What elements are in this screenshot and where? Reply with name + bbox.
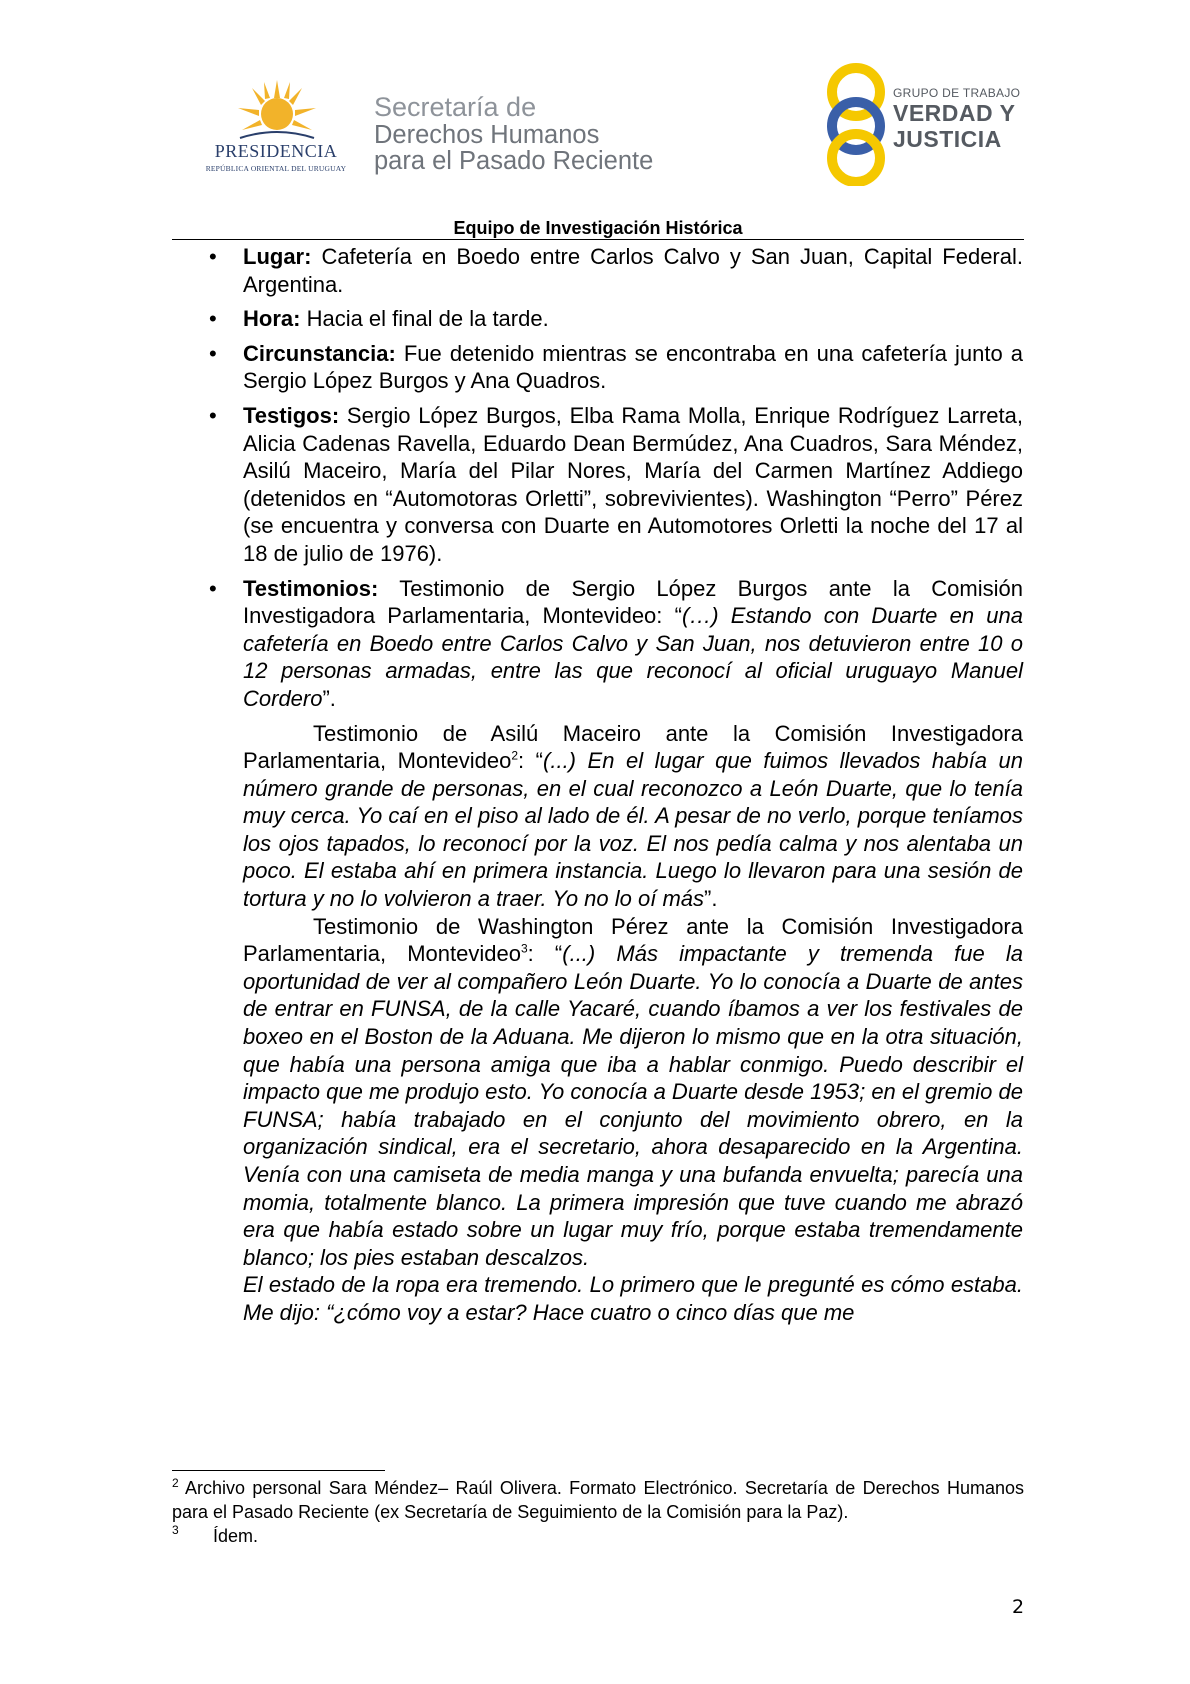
testimony-paragraph xyxy=(243,913,1023,1272)
secretaria-line2: Derechos Humanos xyxy=(374,121,600,149)
footnote-2 xyxy=(172,1476,1024,1524)
quote-text: (…) Estando con Duarte en una cafetería en Boedo entre Carlos Calvo y San Juan, nos detuvieron entre 10 o 12 personas armadas, entre las que reconocí al oficial uruguayo Manuel Cordero xyxy=(243,603,1023,711)
grupo-line1: GRUPO DE TRABAJO xyxy=(893,86,1021,100)
testimony-intro: Testimonio de Washington Pérez ante la Comisión Investigadora Parlamentaria, Montevideo xyxy=(243,913,1023,967)
item-label: Lugar: xyxy=(243,244,312,269)
bullet-icon: • xyxy=(209,340,217,366)
list-item-testimonios xyxy=(209,575,1023,713)
item-label: Testigos: xyxy=(243,402,340,428)
continuation-paragraph xyxy=(243,1271,1023,1326)
list-item-hora xyxy=(209,305,1023,333)
item-label: Circunstancia: xyxy=(243,340,396,366)
item-text: Testimonio de Sergio López Burgos ante la Comisión Investigadora Parlamentaria, Montevideo: “ xyxy=(243,575,1023,629)
quote-open: : “ xyxy=(527,941,563,967)
secretaria-line1: Secretaría de xyxy=(374,92,537,122)
list-item-circunstancia xyxy=(209,340,1023,395)
footnote-ref[interactable]: 3 xyxy=(520,941,528,956)
sun-emblem-icon xyxy=(232,78,322,144)
document-body xyxy=(209,243,1023,1327)
quote-end: ”. xyxy=(322,685,336,711)
footnote-number: 2 xyxy=(172,1476,179,1490)
testimony-intro: Testimonio de Asilú Maceiro ante la Comisión Investigadora Parlamentaria, Montevideo xyxy=(243,720,1023,774)
quote-text: El estado de la ropa era tremendo. Lo primero que le pregunté es cómo estaba. Me dijo: “¿cómo voy a estar? Hace cuatro o cinco días que me xyxy=(243,1272,1023,1325)
item-text: Hacia el final de la tarde. xyxy=(300,306,549,332)
quote-end: ”. xyxy=(704,886,718,912)
item-label: Testimonios: xyxy=(243,575,379,601)
grupo-line2: VERDAD Y xyxy=(893,100,1016,126)
bullet-icon: • xyxy=(209,306,217,332)
footnote-ref[interactable]: 2 xyxy=(511,748,519,763)
grupo-trabajo-text xyxy=(893,86,1020,152)
footnote-divider xyxy=(172,1470,385,1471)
bullet-icon: • xyxy=(209,402,217,428)
item-label: Hora: xyxy=(243,306,301,332)
footnote-text: Ídem. xyxy=(213,1526,259,1546)
item-text: Fue detenido mientras se encontraba en una cafetería junto a Sergio López Burgos y Ana Quadros. xyxy=(243,340,1023,394)
footnote-text: Archivo personal Sara Méndez– Raúl Olivera. Formato Electrónico. Secretaría de Derechos Humanos para el Pasado Reciente (ex Secretaría de Seguimiento de la Comisión para la Paz). xyxy=(172,1478,1024,1522)
list-item-testigos xyxy=(209,402,1023,568)
item-text: Cafetería en Boedo entre Carlos Calvo y San Juan, Capital Federal. Argentina. xyxy=(243,244,1023,297)
quote-text: (...) En el lugar que fuimos llevados había un número grande de personas, en el cual reconozco a León Duarte, que lo tenía muy cerca. Yo caí en el piso al lado de él. A pesar de no verlo, porque teníamos los ojos tapados, lo reconocí por la voz. El nos pedía calma y nos alentaba un poco. El estaba ahí en primera instancia. Luego lo llevaron para una sesión de tortura y no lo volvieron a traer. Yo no lo oí más xyxy=(243,748,1023,912)
quote-text: (...) Más impactante y tremenda fue la oportunidad de ver al compañero León Duarte. Yo lo conocía a Duarte de antes de entrar en FUNSA, de la calle Yacaré, cuando íbamos a ver los festivales de boxeo en el Boston de la Aduana. Me dijeron lo mismo que en la otra situación, que había una persona amiga que iba a hablar conmigo. Puedo describir el impacto que me produjo esto. Yo conocía a Duarte desde 1953; en el gremio de FUNSA; había trabajado en el conjunto del movimiento obrero, en la organización sindical, era el secretario, ahora desaparecido en la Argentina. Venía con una camiseta de media manga y una bufanda envuelta; parecía una momia, totalmente blanco. La primera impresión que tuve cuando me abrazó era que había estado sobre un lugar muy frío, porque estaba tremendamente blanco; los pies estaban descalzos. xyxy=(243,941,1023,1270)
footnote-3: 3 Ídem. xyxy=(172,1523,259,1546)
item-text: Sergio López Burgos, Elba Rama Molla, Enrique Rodríguez Larreta, Alicia Cadenas Ravella, Eduardo Dean Bermúdez, Ana Cuadros, Sara Méndez, Asilú Maceiro, María del Pilar Nores, María del Carmen Martínez Addiego (detenidos en “Automotoras Orletti”, sobrevivientes). Washington “Perro” Pérez (se encuentra y conversa con Duarte en Automotores Orletti la noche del 17 al 18 de julio de 1976). xyxy=(243,402,1023,566)
bullet-icon: • xyxy=(209,244,217,269)
quote-open: : “ xyxy=(518,748,544,774)
page-number: 2 xyxy=(1012,1596,1025,1618)
secretaria-logo-text xyxy=(374,92,653,174)
bullet-icon: • xyxy=(209,575,217,601)
presidencia-logo xyxy=(196,78,356,188)
grupo-line3: JUSTICIA xyxy=(893,126,1002,152)
team-heading: Equipo de Investigación Histórica xyxy=(453,218,743,238)
presidencia-name: PRESIDENCIA xyxy=(214,141,338,161)
presidencia-subtitle: REPÚBLICA ORIENTAL DEL URUGUAY xyxy=(205,164,347,173)
testimony-paragraph xyxy=(243,720,1023,913)
footnotes xyxy=(172,1476,1024,1548)
list-item-lugar xyxy=(209,243,1023,298)
header-divider xyxy=(172,239,1024,240)
secretaria-line3: para el Pasado Reciente xyxy=(374,147,654,175)
